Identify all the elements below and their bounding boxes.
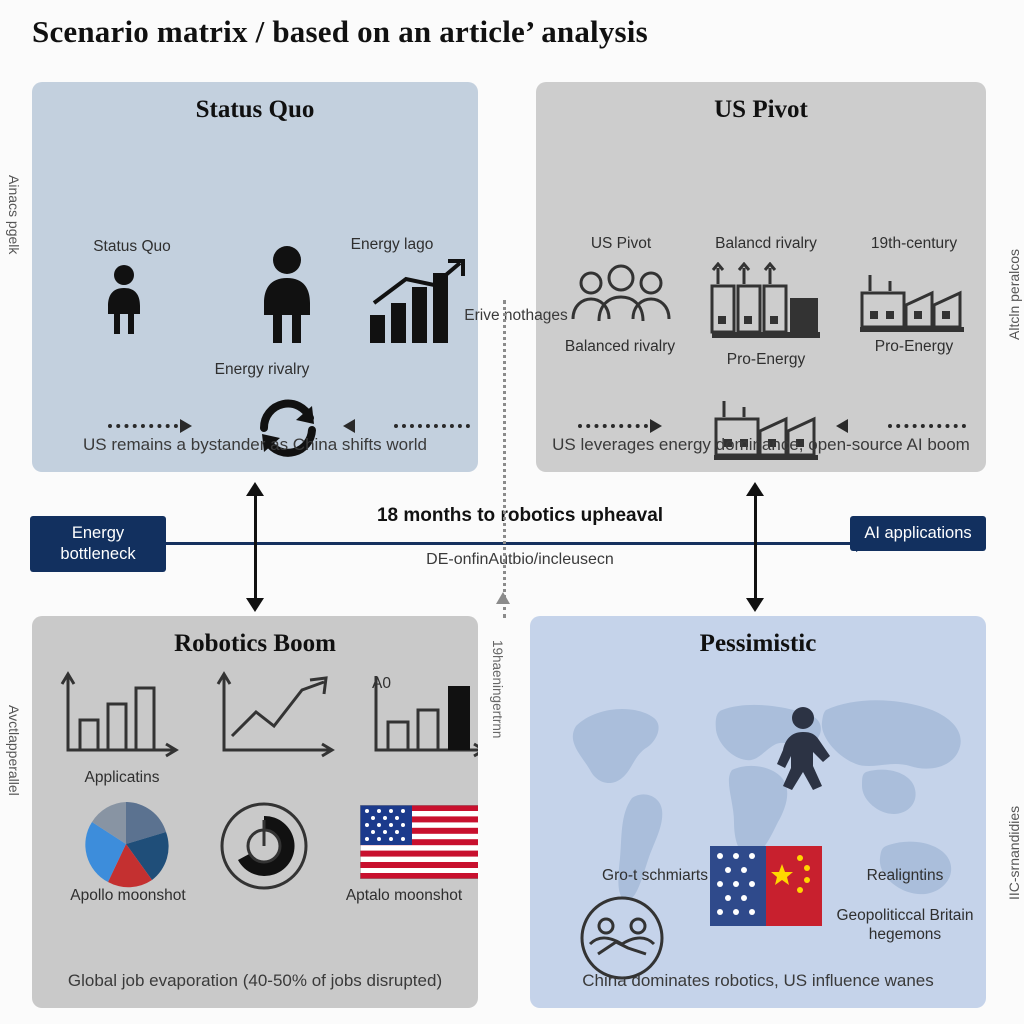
- center-main-text: 18 months to robotics upheaval: [376, 505, 664, 526]
- dotted-arrow-left-head-sq: [343, 419, 355, 433]
- connector-right-arrow-down: [746, 598, 764, 612]
- label-status-quo: Status Quo: [93, 238, 171, 255]
- tag-energy-bottleneck[interactable]: Energy bottleneck: [30, 516, 166, 572]
- center-vertical-label: 19haeningertrnn: [490, 640, 505, 739]
- page-title: Scenario matrix / based on an article’ analysis: [32, 14, 648, 49]
- bar-chart-icon: [54, 668, 184, 768]
- cycle-arrows-icon: [247, 387, 329, 469]
- factory-icon-2: [854, 268, 972, 340]
- quadrant-title-us-pivot: US Pivot: [714, 96, 808, 123]
- us-flag-icon: [358, 802, 478, 882]
- quadrant-title-pessimistic: Pessimistic: [699, 630, 817, 657]
- quadrant-caption-robotics-boom: Global job evaporation (40-50% of jobs disrupted): [67, 971, 443, 990]
- dotted-arrow-right-head-sq: [180, 419, 192, 433]
- dotted-arrow-left-sq: [394, 424, 470, 428]
- line-chart-icon: [210, 668, 340, 768]
- quadrant-title-status-quo: Status Quo: [195, 96, 315, 123]
- center-dotted-vertical-arrowhead: [496, 592, 510, 604]
- label-pro-energy-1: Pro-Energy: [726, 351, 806, 368]
- label-us-pivot: US Pivot: [590, 235, 652, 252]
- dotted-arrow-left-up: [888, 424, 966, 428]
- center-middle-text: Erive nothages: [464, 307, 568, 324]
- label-balanced-rivalry: Balanced rivalry: [564, 338, 676, 355]
- label-pro-energy-2: Pro-Energy: [874, 338, 954, 355]
- label-balancd-rivalry: Balancd rivalry: [715, 235, 817, 252]
- quadrant-caption-status-quo: US remains a bystander as China shifts world: [83, 435, 427, 454]
- label-realigntins: Realigntins: [866, 867, 944, 884]
- center-dotted-vertical: [503, 300, 506, 618]
- quadrant-status-quo: [32, 82, 478, 472]
- dotted-arrow-right-sq: [108, 424, 178, 428]
- person-icon: [94, 262, 154, 337]
- dotted-arrow-right-up-head: [650, 419, 662, 433]
- label-19th-century: 19th-century: [870, 235, 958, 252]
- factory-icon-3: [708, 392, 826, 470]
- label-applicatins: Applicatins: [84, 769, 160, 786]
- label-geopolitical-britain-hegemons: Geopoliticcal Britain hegemons: [836, 907, 974, 943]
- pie-chart-icon: [78, 796, 174, 892]
- side-label-left-bottom: Avctlapperallel: [6, 705, 22, 796]
- side-label-right-bottom: IIC-srnandidies: [1006, 805, 1022, 900]
- label-energy-rivalry: Energy rivalry: [214, 361, 310, 378]
- quadrant-caption-pessimistic: China dominates robotics, US influence wanes: [582, 971, 934, 990]
- connector-left-vertical: [254, 486, 257, 600]
- person-large-icon: [247, 242, 327, 347]
- connector-right-arrow-up: [746, 482, 764, 496]
- label-aptalo-moonshot: Aptalo moonshot: [345, 887, 463, 904]
- side-label-left-top: Ainacs pgelk: [6, 175, 22, 255]
- side-label-right-top: Altcln peralcos: [1006, 248, 1022, 340]
- label-growth-schmiarts: Gro-t schmiarts: [602, 867, 708, 884]
- center-axis-line: [150, 542, 866, 545]
- label-apollo-moonshot: Apollo moonshot: [70, 887, 186, 904]
- dotted-arrow-left-up-head: [836, 419, 848, 433]
- bar-chart-highlight-icon: [362, 668, 478, 768]
- bar-chart-growth-icon: [362, 257, 472, 347]
- quadrant-caption-us-pivot: US leverages energy dominance, open-source AI boom: [552, 435, 970, 454]
- dual-flags-icon: [708, 844, 824, 928]
- connector-left-arrow-down: [246, 598, 264, 612]
- connector-right-vertical: [754, 486, 757, 600]
- connector-left-arrow-up: [246, 482, 264, 496]
- label-a0: A0: [372, 675, 391, 692]
- tag-ai-applications[interactable]: AI applications: [850, 516, 986, 551]
- donut-gauge-icon: [214, 796, 314, 896]
- quadrant-us-pivot: [536, 82, 986, 472]
- quadrant-pessimistic: [530, 616, 986, 1008]
- quadrant-title-robotics-boom: Robotics Boom: [174, 630, 336, 657]
- center-sub-text: DE-onfinAutbio/incleusecn: [426, 551, 614, 568]
- people-group-icon: [566, 260, 676, 332]
- dotted-arrow-right-up: [578, 424, 648, 428]
- walking-person-icon: [770, 704, 840, 794]
- quadrant-robotics-boom: [32, 616, 478, 1008]
- factory-icon-1: [706, 260, 826, 350]
- label-energy-lago: Energy lago: [350, 236, 434, 253]
